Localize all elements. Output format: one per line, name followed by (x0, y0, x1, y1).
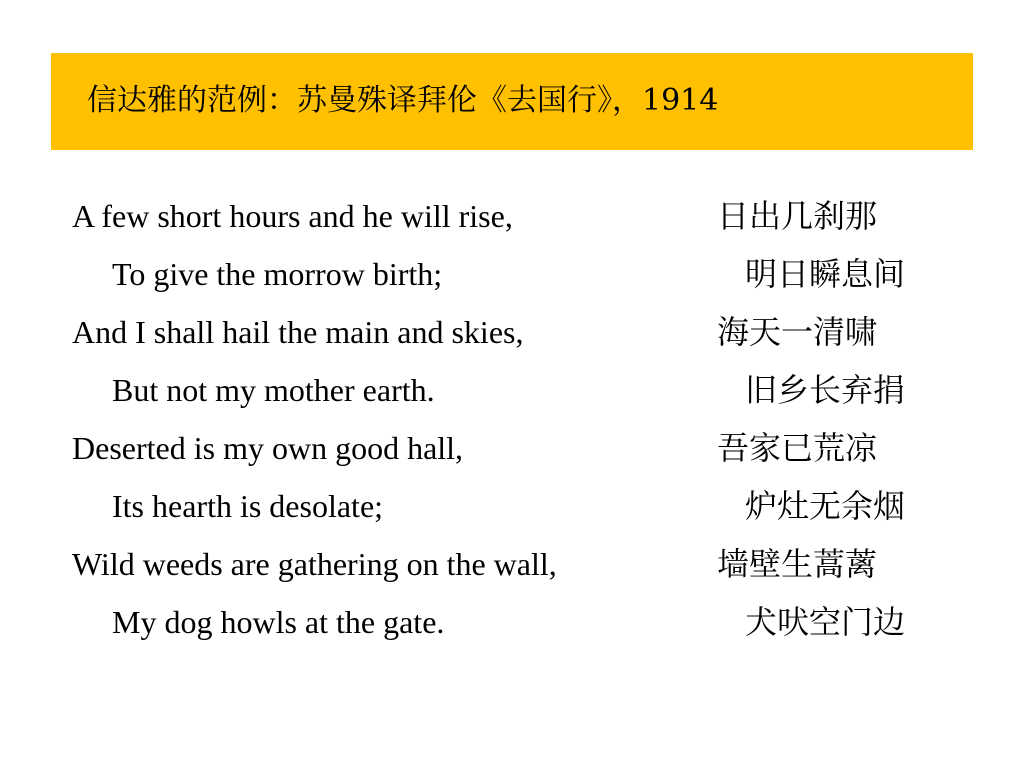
english-line-4: But not my mother earth. (112, 372, 435, 408)
chinese-line-4: 旧乡长弃捐 (745, 371, 906, 409)
chinese-line-3: 海天一清啸 (717, 313, 878, 351)
chinese-line-2: 明日瞬息间 (745, 255, 906, 293)
english-line-3: And I shall hail the main and skies, (72, 314, 524, 350)
chinese-line-1: 日出几刹那 (717, 197, 878, 235)
slide-title: 信达雅的范例：苏曼殊译拜伦《去国行》，1914 (87, 83, 719, 118)
chinese-line-5: 吾家已荒凉 (717, 429, 878, 467)
title-bar (51, 53, 973, 150)
english-line-6: Its hearth is desolate; (112, 488, 384, 524)
chinese-line-7: 墙壁生蒿蓠 (717, 545, 878, 583)
english-line-5: Deserted is my own good hall, (72, 430, 464, 466)
chinese-translation-column (717, 193, 997, 657)
english-line-1: A few short hours and he will rise, (72, 198, 513, 234)
english-line-2: To give the morrow birth; (112, 256, 443, 292)
chinese-line-6: 炉灶无余烟 (745, 487, 906, 525)
english-line-7: Wild weeds are gathering on the wall, (72, 546, 557, 582)
english-line-8: My dog howls at the gate. (112, 604, 445, 640)
english-poem-column (72, 193, 692, 657)
chinese-line-8: 犬吠空门边 (745, 603, 906, 641)
